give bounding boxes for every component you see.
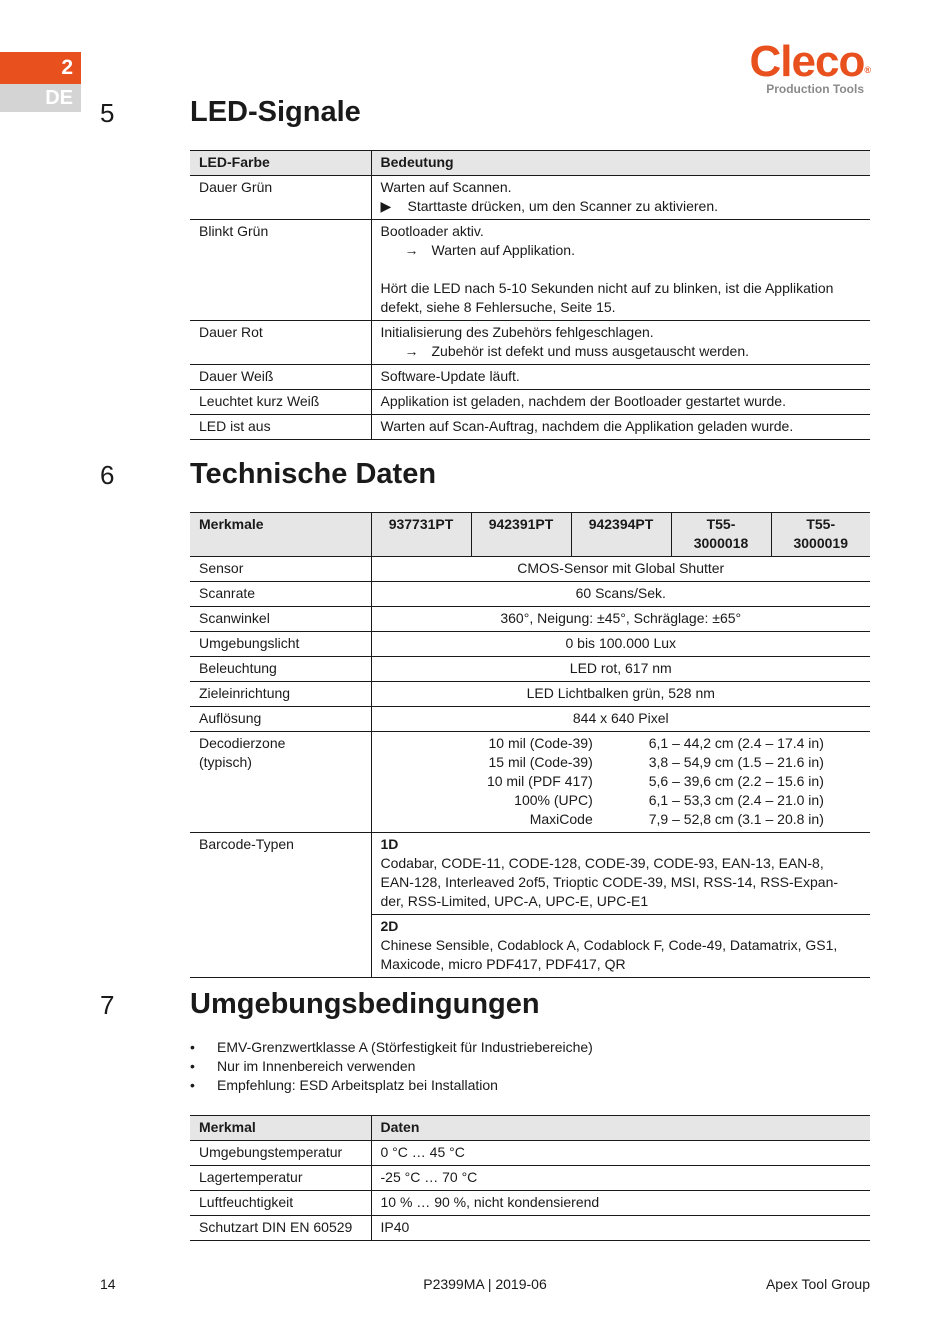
- table-row: [190, 682, 870, 707]
- feature-label: Scanrate: [190, 582, 371, 607]
- feature-label: Zieleinrichtung: [190, 682, 371, 707]
- feature-value: -25 °C … 70 °C: [380, 1169, 478, 1185]
- arrow-right-icon: →: [404, 343, 419, 359]
- meaning-note: Hört die LED nach 5-10 Sekunden nicht auf zu blinken, ist die Applikation defekt, siehe 8 Fehlersuche, Seite 15.: [380, 280, 834, 315]
- list-item-text: EMV-Grenzwertklasse A (Störfestigkeit für Industriebereiche): [217, 1039, 593, 1055]
- meaning-text: Bootloader aktiv.: [380, 223, 484, 239]
- led-table: [190, 150, 870, 440]
- brand-name: Cleco: [749, 37, 865, 86]
- table-row: [190, 365, 870, 390]
- column-header: 942391PT: [471, 513, 571, 557]
- table-row: [190, 607, 870, 632]
- decode-list: [381, 734, 862, 829]
- table-row: [190, 1141, 870, 1166]
- table-row: [190, 321, 870, 365]
- decode-code: 10 mil (Code-39): [488, 735, 593, 751]
- table-header-row: [190, 151, 870, 176]
- brand-logo: [749, 37, 870, 96]
- feature-value: 844 x 640 Pixel: [572, 710, 669, 726]
- table-row: [190, 1216, 870, 1241]
- decode-code: 10 mil (PDF 417): [486, 773, 593, 789]
- tech-table: [190, 512, 870, 978]
- led-meaning-cell: [371, 176, 870, 220]
- table-row: [190, 1166, 870, 1191]
- result-step: [381, 342, 862, 361]
- action-step: [381, 197, 862, 216]
- led-meaning-cell: Applikation ist geladen, nachdem der Bootloader gestartet wurde.: [380, 393, 786, 409]
- result-text: Warten auf Applikation.: [431, 242, 575, 258]
- column-header: T55- 3000019: [771, 513, 870, 557]
- led-meaning-cell: Warten auf Scan-Auftrag, nachdem die Applikation geladen wurde.: [380, 418, 794, 434]
- feature-label: Sensor: [190, 557, 371, 582]
- feature-label: [190, 732, 371, 833]
- decode-range: 6,1 – 53,3 cm (2.4 – 21.0 in): [648, 792, 824, 808]
- section-title: Umgebungsbedingungen: [190, 988, 540, 1020]
- table-row: [190, 390, 870, 415]
- column-header: Daten: [371, 1116, 870, 1141]
- chapter-tab: 2: [0, 52, 81, 84]
- table-row: [190, 632, 870, 657]
- led-color-cell: Dauer Grün: [190, 176, 371, 220]
- led-color-cell: Blinkt Grün: [190, 220, 371, 321]
- feature-value: 60 Scans/Sek.: [575, 585, 666, 601]
- feature-label: Luftfeuchtigkeit: [190, 1191, 371, 1216]
- section-title: LED-Signale: [190, 96, 361, 128]
- feature-value: CMOS-Sensor mit Global Shutter: [517, 560, 725, 576]
- feature-label: Auflösung: [190, 707, 371, 732]
- page-number: 14: [100, 1276, 116, 1292]
- decode-range: 5,6 – 39,6 cm (2.2 – 15.6 in): [648, 773, 824, 789]
- result-step: [381, 241, 862, 260]
- bullet-icon: •: [190, 1058, 195, 1074]
- section-number: 5: [100, 98, 115, 128]
- list-item: [190, 1038, 593, 1057]
- barcode-2d-cell: [371, 915, 870, 978]
- barcode-1d-cell: [371, 833, 870, 915]
- led-color-cell: Leuchtet kurz Weiß: [190, 390, 371, 415]
- column-header: T55- 3000018: [671, 513, 771, 557]
- led-meaning-cell: [371, 321, 870, 365]
- list-item-text: Empfehlung: ESD Arbeitsplatz bei Installation: [217, 1077, 498, 1093]
- decode-range: 6,1 – 44,2 cm (2.4 – 17.4 in): [648, 735, 824, 751]
- feature-label: Lagertemperatur: [190, 1166, 371, 1191]
- table-row: [190, 707, 870, 732]
- feature-value: LED rot, 617 nm: [569, 660, 672, 676]
- environment-table: [190, 1115, 870, 1241]
- list-item: [190, 1076, 593, 1095]
- feature-value: 0 bis 100.000 Lux: [565, 635, 677, 651]
- column-header: 942394PT: [571, 513, 671, 557]
- feature-value: 360°, Neigung: ±45°, Schräglage: ±65°: [500, 610, 742, 626]
- meaning-text: Warten auf Scannen.: [380, 179, 512, 195]
- table-row: [190, 582, 870, 607]
- barcode-2d-list: Chinese Sensible, Codablock A, Codablock F, Code-49, Datamatrix, GS1, Maxicode, micro PDF417, PDF417, QR: [380, 937, 838, 972]
- table-row: [190, 557, 870, 582]
- feature-label: Beleuchtung: [190, 657, 371, 682]
- table-row: [190, 176, 870, 220]
- company-name: Apex Tool Group: [765, 1276, 870, 1292]
- play-triangle-icon: ▶: [380, 198, 392, 214]
- arrow-right-icon: →: [404, 242, 419, 258]
- led-meaning-cell: Software-Update läuft.: [380, 368, 520, 384]
- list-item-text: Nur im Innenbereich verwenden: [217, 1058, 416, 1074]
- decode-range: 7,9 – 52,8 cm (3.1 – 20.8 in): [648, 811, 824, 827]
- table-row: [190, 415, 870, 440]
- table-row: [190, 732, 870, 833]
- barcode-1d-list: Codabar, CODE-11, CODE-128, CODE-39, CODE-93, EAN-13, EAN-8, EAN-128, Interleaved 2of5, Trioptic CODE-39, MSI, RSS-14, RSS-Expan-der, RSS-Limited, UPC-A, UPC-E, UPC-E1: [380, 855, 839, 909]
- led-meaning-cell: [371, 220, 870, 321]
- table-row: [190, 1191, 870, 1216]
- column-header: LED-Farbe: [190, 151, 371, 176]
- feature-label: Schutzart DIN EN 60529: [190, 1216, 371, 1241]
- document-id: P2399MA | 2019-06: [423, 1276, 547, 1292]
- feature-value: 10 % … 90 %, nicht kondensierend: [380, 1194, 600, 1210]
- result-text: Zubehör ist defekt und muss ausgetauscht werden.: [431, 343, 750, 359]
- column-header: Bedeutung: [371, 151, 870, 176]
- environment-bullets: [190, 1038, 593, 1095]
- decode-label-sub: (typisch): [199, 754, 252, 770]
- meaning-text: Initialisierung des Zubehörs fehlgeschlagen.: [380, 324, 654, 340]
- feature-value: LED Lichtbalken grün, 528 nm: [526, 685, 715, 701]
- barcode-2d-title: 2D: [380, 918, 399, 934]
- table-header-row: [190, 513, 870, 557]
- feature-value: IP40: [380, 1219, 410, 1235]
- section-number: 7: [100, 990, 115, 1020]
- led-color-cell: Dauer Rot: [190, 321, 371, 365]
- section-number: 6: [100, 460, 115, 490]
- bullet-icon: •: [190, 1077, 195, 1093]
- decode-code: 15 mil (Code-39): [488, 754, 593, 770]
- feature-label: Scanwinkel: [190, 607, 371, 632]
- language-tab: DE: [0, 84, 81, 112]
- list-item: [190, 1057, 593, 1076]
- table-header-row: [190, 1116, 870, 1141]
- column-header: 937731PT: [371, 513, 471, 557]
- feature-label: Umgebungstemperatur: [190, 1141, 371, 1166]
- decode-label: Decodierzone: [199, 735, 286, 751]
- brand-registered-mark: ®: [864, 65, 870, 75]
- decode-zone-cell: [371, 732, 870, 833]
- barcode-1d-title: 1D: [380, 836, 399, 852]
- column-header: Merkmal: [190, 1116, 371, 1141]
- feature-label: Barcode-Typen: [190, 833, 371, 978]
- table-row: [190, 220, 870, 321]
- section-title: Technische Daten: [190, 458, 437, 490]
- table-row: [190, 657, 870, 682]
- decode-code: 100% (UPC): [514, 792, 593, 808]
- column-header: Merkmale: [190, 513, 371, 557]
- brand-subtitle: Production Tools: [766, 82, 864, 96]
- decode-range: 3,8 – 54,9 cm (1.5 – 21.6 in): [648, 754, 824, 770]
- led-color-cell: Dauer Weiß: [190, 365, 371, 390]
- action-text: Starttaste drücken, um den Scanner zu aktivieren.: [407, 198, 718, 214]
- feature-value: 0 °C … 45 °C: [380, 1144, 465, 1160]
- feature-label: Umgebungslicht: [190, 632, 371, 657]
- decode-code: MaxiCode: [529, 811, 593, 827]
- bullet-icon: •: [190, 1039, 195, 1055]
- table-row: [190, 833, 870, 915]
- led-color-cell: LED ist aus: [190, 415, 371, 440]
